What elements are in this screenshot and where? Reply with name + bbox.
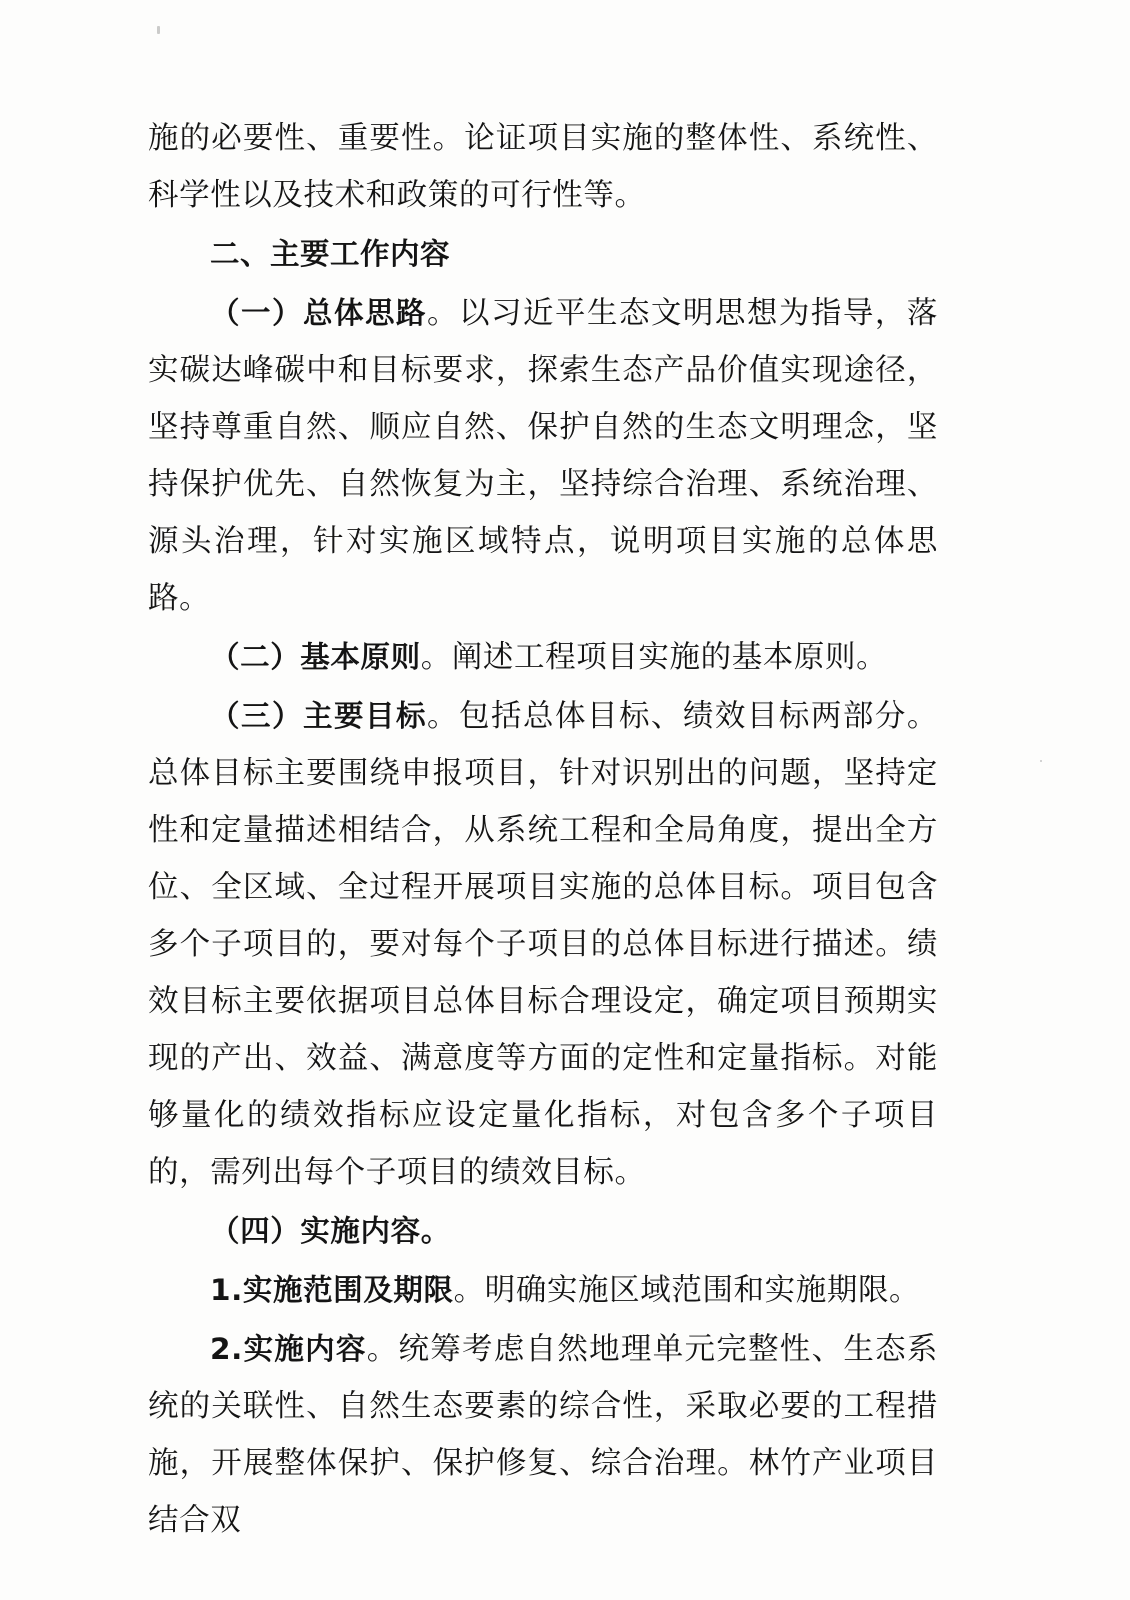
subsection-three-label: （三）主要目标 bbox=[210, 699, 427, 733]
item-2-label: 2.实施内容 bbox=[210, 1332, 367, 1366]
subsection-four-implementation-content-title bbox=[148, 1203, 938, 1260]
item-1-text: 。明确实施区域范围和实施期限。 bbox=[453, 1273, 921, 1308]
section-heading-two-text: 二、主要工作内容 bbox=[210, 237, 451, 271]
subsection-one-text: 。以习近平生态文明思想为指导，落实碳达峰碳中和目标要求，探索生态产品价值实现途径，坚持尊重自然、顺应自然、保护自然的生态文明理念，坚持保护优先、自然恢复为主，坚持综合治理、系统治理、源头治理，针对实施区域特点，说明项目实施的总体思路。 bbox=[148, 296, 938, 616]
subsection-one-overall-approach bbox=[148, 285, 938, 627]
subsection-three-main-goals bbox=[148, 688, 938, 1201]
subsection-four-label: （四）实施内容。 bbox=[210, 1214, 451, 1248]
item-2-text: 。统筹考虑自然地理单元完整性、生态系统的关联性、自然生态要素的综合性，采取必要的工程措施，开展整体保护、保护修复、综合治理。林竹产业项目结合双 bbox=[148, 1332, 938, 1538]
item-1-scope-and-duration bbox=[148, 1262, 938, 1319]
item-2-implementation-content bbox=[148, 1321, 938, 1549]
subsection-two-text: 。阐述工程项目实施的基本原则。 bbox=[420, 640, 888, 675]
subsection-two-basic-principles bbox=[148, 629, 938, 686]
subsection-two-label: （二）基本原则 bbox=[210, 640, 421, 674]
paragraph-continuation-text: 施的必要性、重要性。论证项目实施的整体性、系统性、科学性以及技术和政策的可行性等。 bbox=[148, 121, 938, 213]
scan-artifact-mark bbox=[157, 26, 160, 34]
item-1-label: 1.实施范围及期限 bbox=[210, 1273, 454, 1307]
section-heading-two bbox=[148, 226, 938, 283]
scan-artifact-dot bbox=[1040, 760, 1042, 762]
subsection-one-label: （一）总体思路 bbox=[210, 296, 427, 330]
page-body bbox=[148, 110, 938, 1551]
paragraph-continuation bbox=[148, 110, 938, 224]
subsection-three-text: 。包括总体目标、绩效目标两部分。总体目标主要围绕申报项目，针对识别出的问题，坚持定性和定量描述相结合，从系统工程和全局角度，提出全方位、全区域、全过程开展项目实施的总体目标。项目包含多个子项目的，要对每个子项目的总体目标进行描述。绩效目标主要依据项目总体目标合理设定，确定项目预期实现的产出、效益、满意度等方面的定性和定量指标。对能够量化的绩效指标应设定量化指标，对包含多个子项目的，需列出每个子项目的绩效目标。 bbox=[148, 699, 938, 1190]
